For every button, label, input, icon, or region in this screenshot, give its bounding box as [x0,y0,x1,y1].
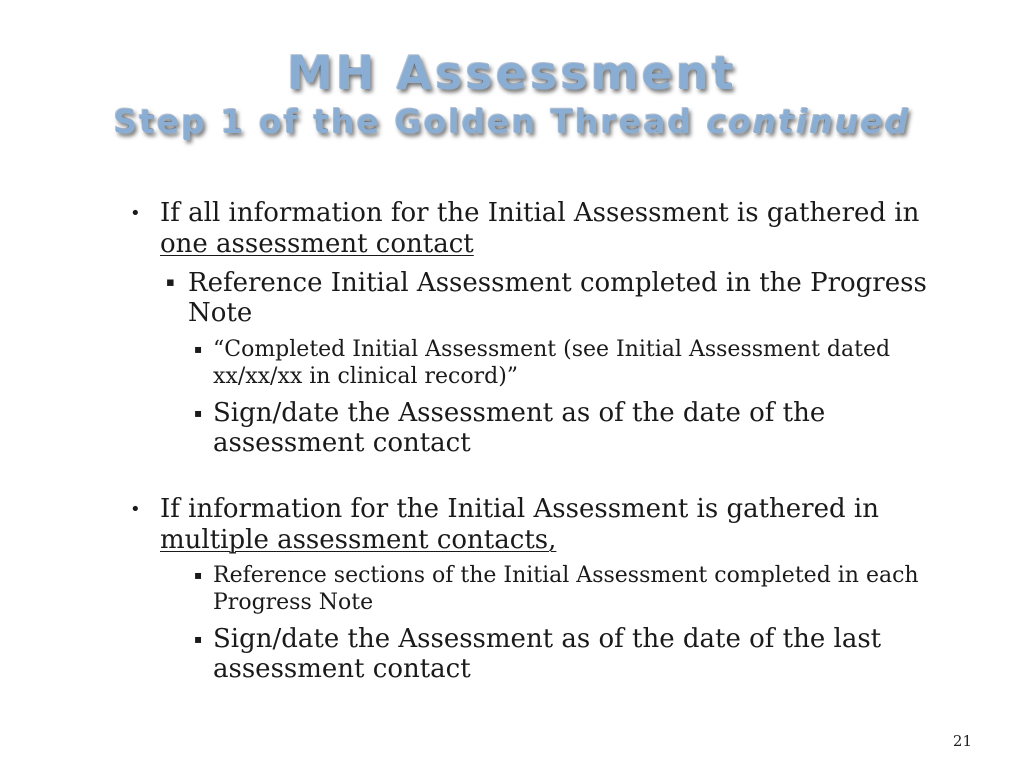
bullet-list [124,198,964,684]
square-bullet-icon: ▪ [194,406,203,420]
bullet-2-underlined: multiple assessment contacts, [160,525,557,555]
sub-bullet-2-1 [124,562,964,616]
sub-bullet-2-2 [124,624,964,684]
square-bullet-icon: ▪ [194,342,203,356]
sub-bullet-2-1-text: Reference sections of the Initial Assessment completed in each Progress Note [213,563,919,615]
bullet-dot-icon: • [130,499,141,520]
spacer [124,458,964,494]
sub-bullet-1-1-b-text: Sign/date the Assessment as of the date of the assessment contact [213,398,826,458]
bullet-item-1 [124,198,964,260]
bullet-1-underlined: one assessment contact [160,229,474,259]
sub-bullet-1-1 [124,268,964,328]
title-main: MH Assessment [287,46,737,100]
square-bullet-icon: ▪ [166,275,175,290]
sub-bullet-1-1-text: Reference Initial Assessment completed in the Progress Note [188,268,927,328]
sub-bullet-1-1-a [124,336,964,390]
bullet-dot-icon: • [130,203,141,224]
square-bullet-icon: ▪ [194,632,203,646]
bullet-item-2 [124,494,964,556]
sub-bullet-1-1-b [124,398,964,458]
subtitle-italic: continued [706,102,911,141]
slide-title [0,44,1024,142]
sub-bullet-2-2-text: Sign/date the Assessment as of the date of the last assessment contact [213,624,882,684]
subtitle-text: Step 1 of the Golden Thread [113,102,707,141]
bullet-2-text: If information for the Initial Assessment is gathered in [160,494,879,524]
bullet-1-text: If all information for the Initial Assessment is gathered in [160,198,920,228]
sub-bullet-1-1-a-text: “Completed Initial Assessment (see Initial Assessment dated xx/xx/xx in clinical record)” [213,337,891,389]
page-number: 21 [952,732,972,750]
square-bullet-icon: ▪ [194,568,203,582]
title-subtitle [0,102,1024,142]
